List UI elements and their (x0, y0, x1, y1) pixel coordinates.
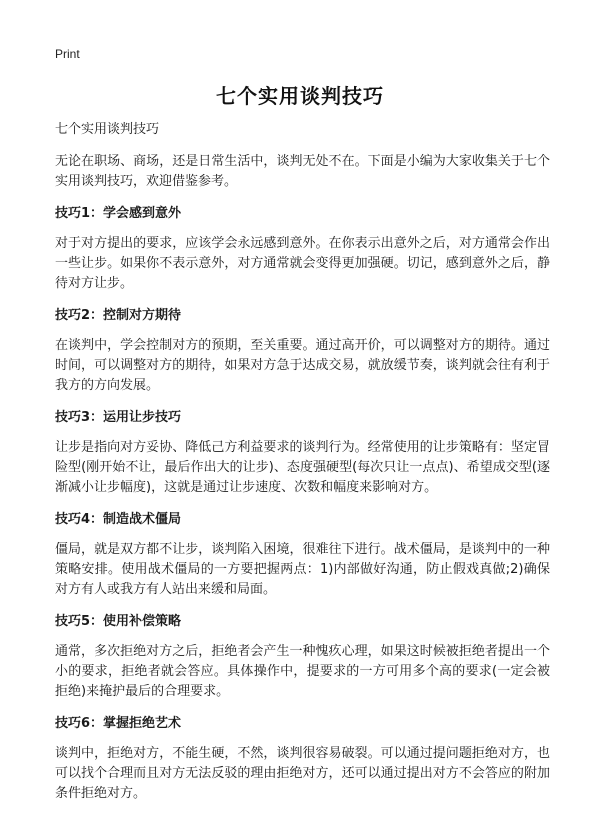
section-2 (55, 306, 550, 396)
section-heading: 技巧4：制造战术僵局 (55, 512, 182, 527)
intro-paragraph: 无论在职场、商场，还是日常生活中，谈判无处不在。下面是小编为大家收集关于七个实用谈判技巧，欢迎借鉴参考。 (55, 154, 550, 189)
section-4 (55, 510, 550, 600)
page-title: 七个实用谈判技巧 (216, 84, 384, 108)
article-subtitle: 七个实用谈判技巧 (55, 122, 160, 137)
section-3 (55, 408, 550, 498)
section-paragraph: 在谈判中，学会控制对方的预期，至关重要。通过高开价，可以调整对方的期待。通过时间，可以调整对方的期待，如果对方急于达成交易，就放缓节奏，谈判就会往有利于我方的方向发展。 (55, 338, 550, 393)
section-paragraph: 对于对方提出的要求，应该学会永远感到意外。在你表示出意外之后，对方通常会作出一些让步。如果你不表示意外，对方通常就会变得更加强硬。切记，感到意外之后，静待对方让步。 (55, 236, 550, 291)
section-heading: 技巧3：运用让步技巧 (55, 410, 182, 425)
section-heading: 技巧6：掌握拒绝艺术 (55, 716, 182, 731)
section-paragraph: 僵局，就是双方都不让步，谈判陷入困境，很难往下进行。战术僵局，是谈判中的一种策略安排。使用战术僵局的一方要把握两点：1)内部做好沟通，防止假戏真做;2)确保对方有人或我方有人站出来缓和局面。 (55, 542, 550, 597)
section-6 (55, 714, 550, 804)
section-1 (55, 204, 550, 294)
section-heading: 技巧2：控制对方期待 (55, 308, 182, 323)
section-paragraph: 通常，多次拒绝对方之后，拒绝者会产生一种愧疚心理，如果这时候被拒绝者提出一个小的要求，拒绝者就会答应。具体操作中，提要求的一方可用多个高的要求(一定会被拒绝)来掩护最后的合理要求。 (55, 644, 550, 699)
section-paragraph: 让步是指向对方妥协、降低己方利益要求的谈判行为。经常使用的让步策略有：坚定冒险型(刚开始不让，最后作出大的让步)、态度强硬型(每次只让一点点)、希望成交型(逐渐减小让步幅度)，这就是通过让步速度、次数和幅度来影响对方。 (55, 440, 550, 495)
section-heading: 技巧5：使用补偿策略 (55, 614, 182, 629)
article-body (55, 120, 550, 816)
section-heading: 技巧1：学会感到意外 (55, 206, 182, 221)
section-5 (55, 612, 550, 702)
section-paragraph: 谈判中，拒绝对方，不能生硬，不然，谈判很容易破裂。可以通过提问题拒绝对方，也可以找个合理而且对方无法反驳的理由拒绝对方，还可以通过提出对方不会答应的附加条件拒绝对方。 (55, 746, 550, 801)
print-link[interactable]: Print (55, 47, 80, 61)
